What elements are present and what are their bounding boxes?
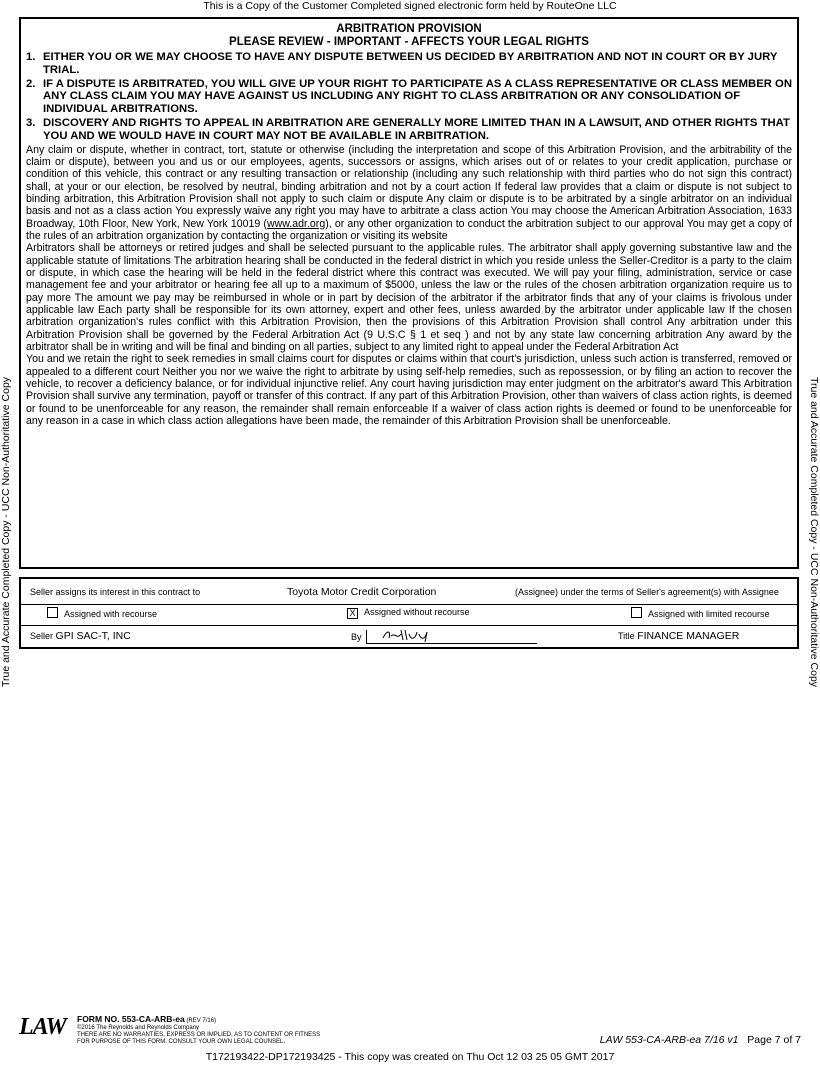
signature-box[interactable] [366,630,537,644]
option-limited-recourse[interactable] [631,607,770,619]
assignee-name: Toyota Motor Credit Corporation [287,586,437,598]
created-line: T172193422-DP172193425 - This copy was created on Thu Oct 12 03 25 05 GMT 2017 [205,1051,615,1063]
form-version-line [600,1034,801,1046]
assignment-box [19,577,799,649]
paragraph-remedies: You and we retain the right to seek remedies in small claims court for disputes or claims within that court's jurisdiction, unless such action is transferred, removed or appealed to a different court Neither you nor we waive the right to arbitrate by using self-help remedies, such as repossession, or by filing an action to recover the vehicle, to recover a deficiency balance, or for individual injunctive relief. Any court having jurisdiction may enter judgment on the arbitrator's award This Arbitration Provision shall survive any termination, payoff or transfer of this contract. If any part of this Arbitration Provision, other than waivers of class action rights, is deemed or found to be unenforceable for any reason, the remainder shall remain enforceable If a waiver of class action rights is deemed or found to be unenforceable for any reason in a case in which class action allegations have been made, the remainder of this Arbitration Provision shall be unenforceable. [26,353,792,428]
right-item [26,117,792,143]
form-number: FORM NO. 553-CA-ARB-ea [77,1014,185,1024]
right-text: DISCOVERY AND RIGHTS TO APPEAL IN ARBITRATION ARE GENERALLY MORE LIMITED THAN IN A LAWSUIT, AND OTHER RIGHTS THAT YOU AND WE WOULD HAVE IN COURT MAY NOT BE AVAILABLE IN ARBITRATION. [43,116,790,142]
right-item [26,78,792,116]
checkbox-limited-recourse[interactable] [631,607,642,618]
provision-title: ARBITRATION PROVISION [336,23,482,35]
seller-field [30,630,131,642]
by-label: By [351,632,362,642]
checkbox-with-recourse[interactable] [47,607,58,618]
law-logo: LAW [19,1014,66,1040]
right-text: EITHER YOU OR WE MAY CHOOSE TO HAVE ANY DISPUTE BETWEEN US DECIDED BY ARBITRATION AND NOT IN COURT OR BY JURY TRIAL. [43,51,778,76]
adr-link[interactable]: www.adr.org [266,217,326,230]
header-note: This is a Copy of the Customer Completed signed electronic form held by RouteOne LLC [203,0,617,12]
by-field [351,630,537,644]
seller-name: GPI SAC-T, INC [55,630,131,642]
recourse-row [21,603,797,626]
provision-subtitle: PLEASE REVIEW - IMPORTANT - AFFECTS YOUR LEGAL RIGHTS [229,36,589,48]
assigns-label: Seller assigns its interest in this contract to [30,587,201,597]
option-label: Assigned with recourse [64,609,158,619]
title-value: FINANCE MANAGER [637,630,740,642]
option-label: Assigned with limited recourse [648,609,770,619]
title-label: Title [618,631,635,641]
checkbox-without-recourse[interactable]: X [347,608,358,619]
right-item [26,51,792,77]
signature-scribble [381,628,451,642]
paragraph-claims-text: Any claim or dispute, whether in contract, tort, statute or otherwise (including the interpretation and scope of this Arbitration Provision, and the arbitrability of the claim or dispute), between you and us or our employees, agents, successors or assigns, which arises out of or relates to your credit application, purchase or condition of this vehicle, this contract or any resulting transaction or relationship (including any such relationship with third parties who do not sign this contract) shall, at your or our election, be resolved by neutral, binding arbitration and not by a court action If federal law provides that a claim or dispute is not subject to binding arbitration, this Arbitration Provision shall not apply to such claim or dispute Any claim or dispute is to be arbitrated by a single arbitrator on an individual basis and not as a class action You expressly waive any right you may have to arbitrate a class action You may choose the American Arbitration Association, 1633 Broadway, 10th Floor, New York, New York 10019 ( [26,143,792,230]
assignee-suffix: (Assignee) under the terms of Seller's agreement(s) with Assignee [515,587,779,597]
right-number: 3. [26,116,36,129]
paragraph-arbitrators: Arbitrators shall be attorneys or retired judges and shall be selected pursuant to the applicable rules. The arbitrator shall apply governing substantive law and the applicable statute of limitations The arbitration hearing shall be conducted in the federal district in which you reside unless the Seller-Creditor is a party to the claim or dispute, in which case the hearing will be held in the federal district where this contract was executed. We will pay your filing, administration, service or case management fee and your arbitrator or hearing fee all up to a maximum of $5000, unless the law or the rules of the chosen arbitration organization require us to pay more The amount we pay may be reimbursed in whole or in part by decision of the arbitrator if the arbitrator finds that any of your claims is frivolous under applicable law Each party shall be responsible for its own attorney, expert and other fees, unless awarded by the arbitrator under applicable law If the chosen arbitration organization's rules conflict with this Arbitration Provision, then the provisions of this Arbitration Provision shall control Any arbitration under this Arbitration Provision shall be governed by the Federal Arbitration Act (9 U.S.C § 1 et seq ) and not by any state law concerning arbitration Any award by the arbitrator shall be in writing and will be final and binding on all parties, subject to any limited right to appeal under the Federal Arbitration Act [26,242,792,354]
form-rev: (REV 7/16) [186,1018,217,1024]
page-number: Page 7 of 7 [747,1034,801,1046]
paragraph-claims [26,144,792,243]
seller-label: Seller [30,631,54,641]
law-form-info [77,1016,327,1046]
side-note-left: True and Accurate Completed Copy - UCC Non-Authoritative Copy [0,376,12,688]
assignment-row [21,582,797,605]
copyright: ©2016 The Reynolds and Reynolds Company [77,1025,200,1031]
right-number: 1. [26,51,36,63]
side-note-right: True and Accurate Completed Copy - UCC Non-Authoritative Copy [808,376,820,688]
title-field [618,630,739,642]
option-with-recourse[interactable] [47,607,157,619]
option-without-recourse[interactable] [347,607,470,619]
arbitration-provision-box [19,17,799,569]
right-text: IF A DISPUTE IS ARBITRATED, YOU WILL GIVE UP YOUR RIGHT TO PARTICIPATE AS A CLASS REPRESENTATIVE OR CLASS MEMBER ON ANY CLASS CLAIM YOU MAY HAVE AGAINST US INCLUDING ANY RIGHT TO CLASS ARBITRATION OR ANY CONSOLIDATION OF INDIVIDUAL ARBITRATIONS. [43,77,792,116]
right-number: 2. [26,77,36,90]
seller-row [21,627,797,649]
rights-list [26,51,792,143]
disclaimer: THERE ARE NO WARRANTIES, EXPRESS OR IMPLIED, AS TO CONTENT OR FITNESS FOR PURPOSE OF THIS FORM. CONSULT YOUR OWN LEGAL COUNSEL. [77,1032,321,1045]
paragraph-claims-text-end: ), or any other organization to conduct the arbitration subject to our approval You may get a copy of the rules of an arbitration organization by contacting the organization or visiting its website [26,217,792,242]
option-label: Assigned without recourse [364,607,470,617]
form-version: LAW 553-CA-ARB-ea 7/16 v1 [599,1034,739,1046]
